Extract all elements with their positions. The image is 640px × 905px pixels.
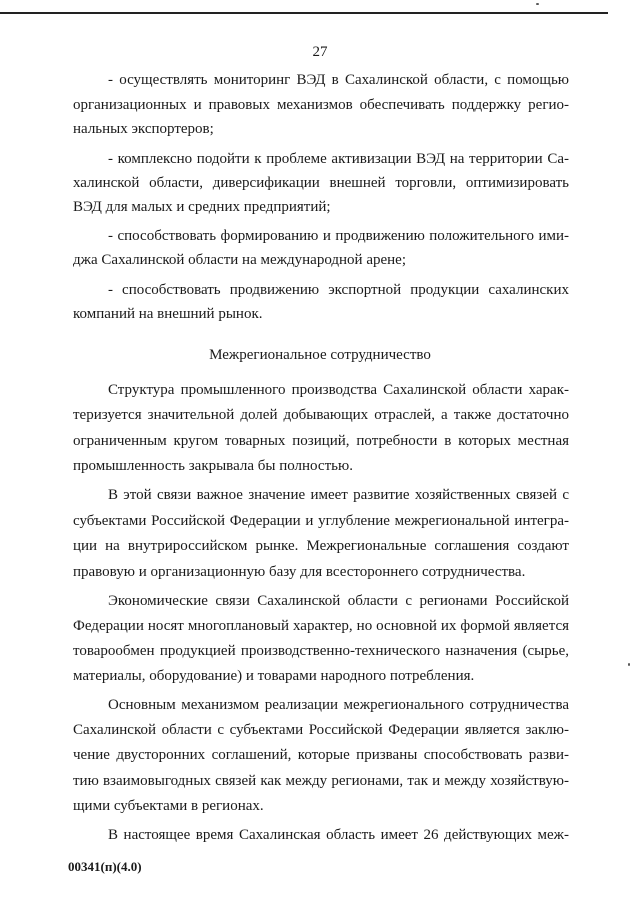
paragraph-line: Федерации носят многоплановый характер, но основной их формой является (73, 618, 569, 634)
paragraph-line: промышленность закрывала бы полностью. (73, 458, 353, 474)
document-code: 00341(п)(4.0) (68, 859, 142, 874)
paragraph-line: тию взаимовыгодных связей как между регионами, так и между хозяйствую- (73, 773, 569, 789)
bullet-line: халинской области, диверсификации внешней торговли, оптимизировать (73, 175, 569, 191)
top-border-line (0, 12, 608, 14)
paragraph-line: товарообмен продукцией производственно-технического назначения (сырье, (73, 643, 569, 659)
paragraph-line: правовую и организационную базу для всестороннего сотрудничества. (73, 564, 526, 580)
bullet-line: организационных и правовых механизмов обеспечивать поддержку регио- (73, 97, 569, 113)
paragraph-line: ции на внутрироссийском рынке. Межрегиональные соглашения создают (73, 538, 569, 554)
scan-speck (536, 3, 539, 5)
paragraph-line: ограниченным кругом товарных позиций, потребности в которых местная (73, 433, 569, 449)
paragraph-line: В настоящее время Сахалинская область имеет 26 действующих меж- (108, 827, 569, 843)
bullet-line: нальных экспортеров; (73, 121, 214, 137)
bullet-line: - способствовать продвижению экспортной продукции сахалинских (108, 282, 569, 298)
bullet-line: джа Сахалинской области на международной арене; (73, 252, 406, 268)
bullet-line: - комплексно подойти к проблеме активизации ВЭД на территории Са- (108, 151, 569, 167)
paragraph-line: субъектами Российской Федерации и углубление межрегиональной интегра- (73, 513, 569, 529)
paragraph-line: теризуется значительной долей добывающих отраслей, а также достаточно (73, 407, 569, 423)
paragraph-line: В этой связи важное значение имеет развитие хозяйственных связей с (108, 487, 569, 503)
paragraph-line: материалы, оборудование) и товарами народного потребления. (73, 668, 475, 684)
paragraph-line: Сахалинской области с субъектами Российской Федерации является заклю- (73, 722, 569, 738)
paragraph-line: щими субъектами в регионах. (73, 798, 264, 814)
bullet-line: - осуществлять мониторинг ВЭД в Сахалинской области, с помощью (108, 72, 569, 88)
section-heading: Межрегиональное сотрудничество (209, 347, 431, 363)
paragraph-line: чение двусторонних соглашений, которые призваны способствовать разви- (73, 747, 569, 763)
paragraph-line: Структура промышленного производства Сахалинской области харак- (108, 382, 569, 398)
bullet-line: ВЭД для малых и средних предприятий; (73, 199, 331, 215)
page-number: 27 (312, 44, 328, 60)
scan-speck (628, 663, 630, 666)
paragraph-line: Основным механизмом реализации межрегионального сотрудничества (108, 697, 569, 713)
bullet-line: компаний на внешний рынок. (73, 306, 263, 322)
bullet-line: - способствовать формированию и продвижению положительного ими- (108, 228, 569, 244)
paragraph-line: Экономические связи Сахалинской области с регионами Российской (108, 593, 569, 609)
